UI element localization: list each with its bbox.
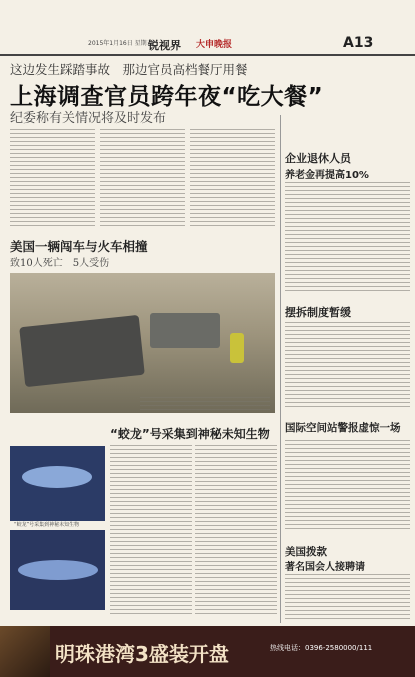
lead-headline: 上海调查官员跨年夜“吃大餐” <box>10 84 324 110</box>
train-crash-photo <box>10 273 275 413</box>
dragon-body-col1 <box>110 445 192 615</box>
dragon-caption-1: “蛟龙”号采集到神秘未知生物 <box>14 522 80 528</box>
rescue-worker-shape <box>230 333 244 363</box>
creature-shape <box>18 560 98 580</box>
right1-body <box>285 182 410 292</box>
lead-body-col1 <box>10 129 95 227</box>
right2-body <box>285 322 410 407</box>
right1-title: 企业退休人员 <box>285 152 351 165</box>
creature-shape <box>22 466 92 488</box>
train-caption <box>140 397 270 411</box>
ad-photo <box>0 626 50 677</box>
page-date: 2015年1月16日 星期五 <box>88 40 153 47</box>
train-title: 美国一辆闯车与火车相撞 <box>10 239 148 254</box>
train-subtitle: 致10人死亡 5人受伤 <box>10 258 110 269</box>
header-rule <box>0 54 415 56</box>
lead-body-col2 <box>100 129 185 227</box>
dragon-photo-1 <box>10 446 105 521</box>
page-number: A13 <box>343 35 374 51</box>
train-car-shape <box>150 313 220 348</box>
right2-title: 摆拆制度暂缓 <box>285 306 351 319</box>
right3-title: 国际空间站警报虚惊一场 <box>285 422 401 434</box>
right-column-rule <box>280 115 281 623</box>
train-car-shape <box>19 315 145 387</box>
lead-body-col3 <box>190 129 275 227</box>
right4-body <box>285 574 410 619</box>
lead-kicker: 这边发生踩踏事故 那边官员高档餐厅用餐 <box>10 62 248 77</box>
right1-subtitle: 养老金再提高10% <box>285 170 369 181</box>
ad-main-text: 明珠港湾3盛装开盘 <box>55 642 229 666</box>
dragon-photo-2 <box>10 530 105 610</box>
section-title: 锐视界 <box>148 39 181 52</box>
lead-subhead: 纪委称有关情况将及时发布 <box>10 111 167 126</box>
dragon-body-col2 <box>195 445 277 615</box>
right4-title: 美国拨款 <box>285 546 327 558</box>
footer-ad[interactable] <box>0 626 415 677</box>
dragon-title: “蛟龙”号采集到神秘未知生物 <box>110 427 270 441</box>
right3-body <box>285 440 410 532</box>
ad-phone: 热线电话：0396-2580000/111 <box>270 644 373 652</box>
right4-subtitle: 著名国会人接聘请 <box>285 562 365 573</box>
paper-logo: 大申晚报 <box>196 40 233 50</box>
